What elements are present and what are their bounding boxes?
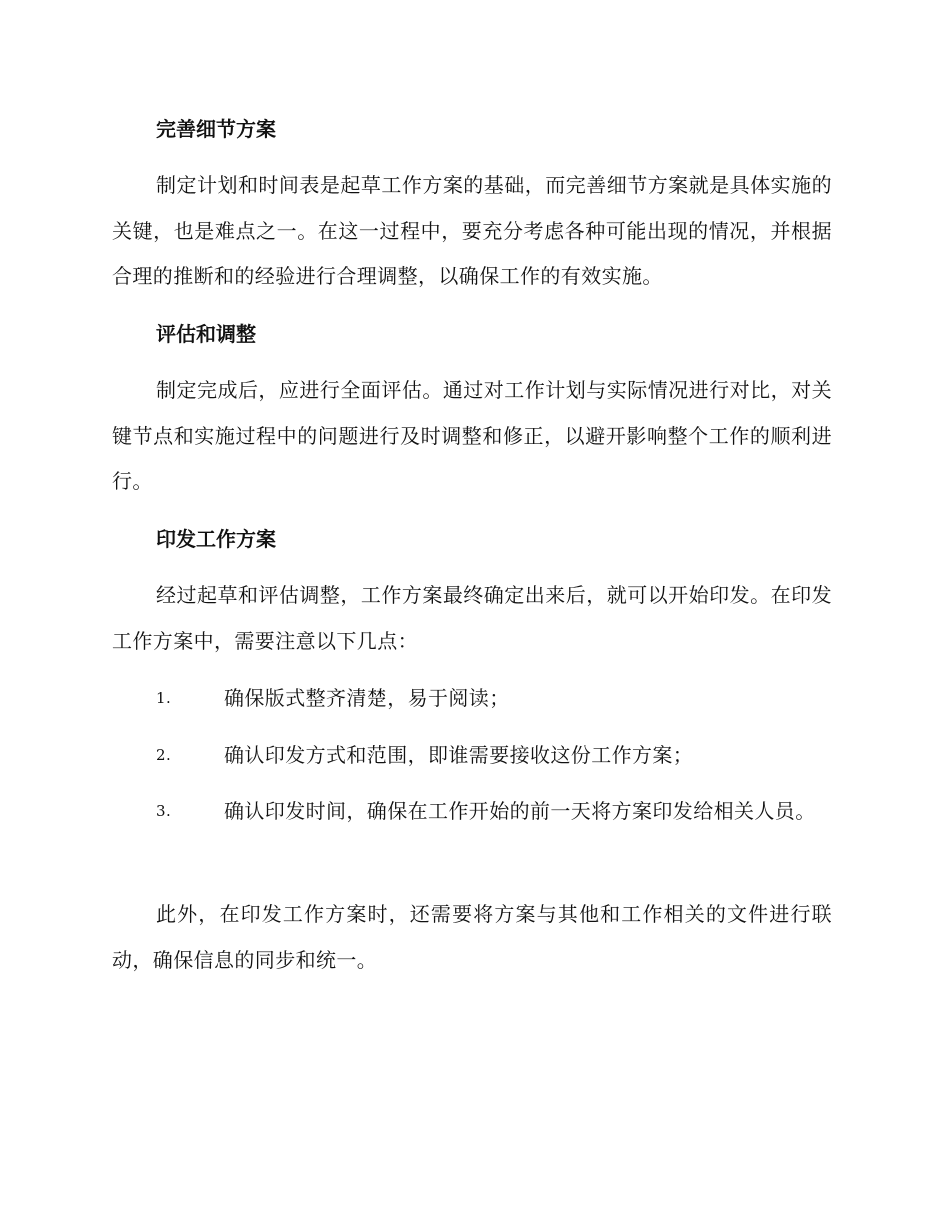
- section-heading-refine-details: 完善细节方案: [156, 117, 276, 141]
- section-paragraph-evaluate-adjust: 制定完成后，应进行全面评估。通过对工作计划与实际情况进行对比，对关键节点和实施过程中的问题进行及时调整和修正，以避开影响整个工作的顺利进行。: [112, 378, 832, 493]
- list-text: 确保版式整齐清楚，易于阅读；: [224, 686, 510, 710]
- list-number: 2.: [156, 746, 172, 764]
- closing-paragraph: 此外，在印发工作方案时，还需要将方案与其他和工作相关的文件进行联动，确保信息的同步和统一。: [112, 902, 832, 972]
- list-text: 确认印发时间，确保在工作开始的前一天将方案印发给相关人员。: [224, 799, 816, 823]
- section-paragraph-refine-details: 制定计划和时间表是起草工作方案的基础，而完善细节方案就是具体实施的关键，也是难点之一。在这一过程中，要充分考虑各种可能出现的情况，并根据合理的推断和的经验进行合理调整，以确保工作的有效实施。: [112, 173, 832, 288]
- list-item: [112, 789, 832, 835]
- list-item: [112, 676, 832, 722]
- list-number: 1.: [156, 689, 172, 707]
- section-paragraph-issue-plan: 经过起草和评估调整，工作方案最终确定出来后，就可以开始印发。在印发工作方案中，需要注意以下几点：: [112, 583, 832, 653]
- section-heading-issue-plan: 印发工作方案: [156, 527, 276, 551]
- section-heading-evaluate-adjust: 评估和调整: [156, 322, 256, 346]
- list-text: 确认印发方式和范围，即谁需要接收这份工作方案；: [224, 743, 694, 767]
- list-number: 3.: [156, 802, 172, 820]
- list-item: [112, 733, 832, 779]
